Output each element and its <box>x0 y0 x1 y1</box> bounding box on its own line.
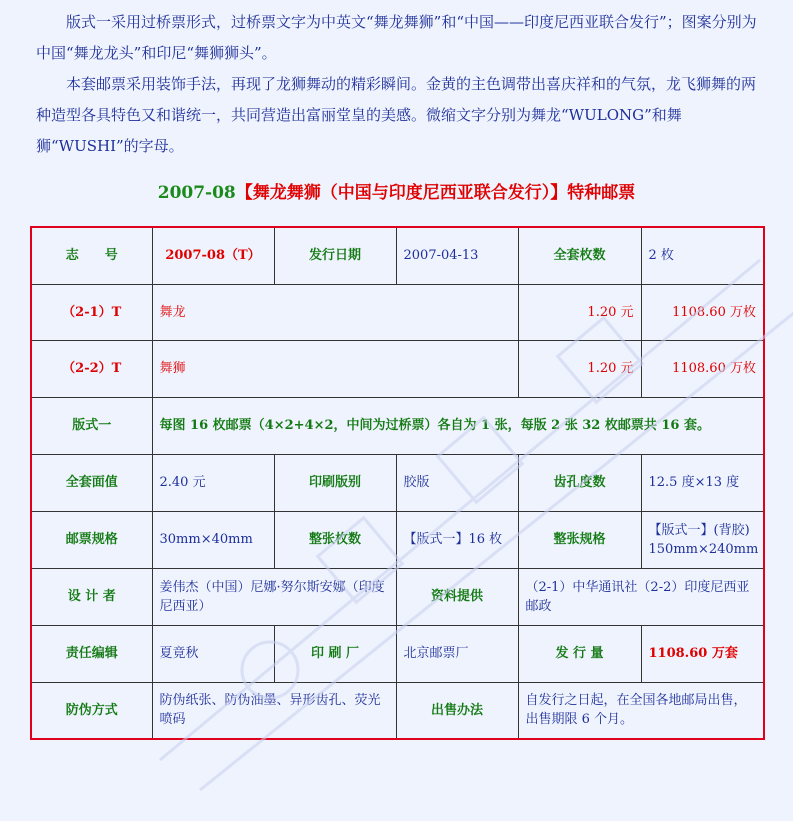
value-stamp-2-1-name: 舞龙 <box>152 284 518 340</box>
table-row <box>31 340 764 397</box>
label-data-source: 资料提供 <box>396 568 518 625</box>
label-sale-method: 出售办法 <box>396 682 518 739</box>
value-issue-date: 2007-04-13 <box>396 227 518 284</box>
label-stamp-size: 邮票规格 <box>31 511 152 568</box>
table-row <box>31 284 764 340</box>
stamp-code: 2007-08 <box>157 183 236 203</box>
value-stamp-2-1-qty: 1108.60 万枚 <box>641 284 764 340</box>
table-row <box>31 454 764 511</box>
value-data-source: （2-1）中华通讯社（2-2）印度尼西亚邮政 <box>518 568 764 625</box>
value-print-method: 胶版 <box>396 454 518 511</box>
value-sheet-size: 【版式一】(背胶) 150mm×240mm <box>641 511 764 568</box>
label-perforation: 齿孔度数 <box>518 454 641 511</box>
stamp-info-table <box>30 226 765 740</box>
stamp-title <box>0 180 793 206</box>
table-row <box>31 682 764 739</box>
label-editor: 责任编辑 <box>31 625 152 682</box>
table-row <box>31 511 764 568</box>
label-sheet-size: 整张规格 <box>518 511 641 568</box>
intro-paragraph-1: 版式一采用过桥票形式，过桥票文字为中英文“舞龙舞狮”和“中国——印度尼西亚联合发行”；图案分别为中国“舞龙龙头”和印尼“舞狮狮头”。 <box>36 13 757 62</box>
value-anti-counterfeit: 防伪纸张、防伪油墨、异形齿孔、荧光喷码 <box>152 682 396 739</box>
table-row <box>31 227 764 284</box>
intro-paragraph-2: 本套邮票采用装饰手法，再现了龙狮舞动的精彩瞬间。金黄的主色调带出喜庆祥和的气氛，龙飞狮舞的两种造型各具特色又和谐统一，共同营造出富丽堂皇的美感。微缩文字分别为舞龙“WULONG”和舞狮“WUSHI”的字母。 <box>36 75 757 155</box>
value-set-count: 2 枚 <box>641 227 764 284</box>
value-sheet-count: 【版式一】16 枚 <box>396 511 518 568</box>
label-sheet-count: 整张枚数 <box>274 511 396 568</box>
label-stamp-2-2: （2-2）T <box>31 340 152 397</box>
value-serial: 2007-08（T） <box>152 227 274 284</box>
label-printer: 印 刷 厂 <box>274 625 396 682</box>
label-stamp-2-1: （2-1）T <box>31 284 152 340</box>
value-stamp-2-2-price: 1.20 元 <box>518 340 641 397</box>
value-perforation: 12.5 度×13 度 <box>641 454 764 511</box>
value-stamp-size: 30mm×40mm <box>152 511 274 568</box>
value-stamp-2-2-name: 舞狮 <box>152 340 518 397</box>
value-stamp-2-2-qty: 1108.60 万枚 <box>641 340 764 397</box>
stamp-name: 【舞龙舞狮（中国与印度尼西亚联合发行）】特种邮票 <box>235 183 636 203</box>
label-issue-volume: 发 行 量 <box>518 625 641 682</box>
label-serial: 志 号 <box>31 227 152 284</box>
value-issue-volume: 1108.60 万套 <box>641 625 764 682</box>
label-designer: 设 计 者 <box>31 568 152 625</box>
table-row <box>31 568 764 625</box>
label-anti-counterfeit: 防伪方式 <box>31 682 152 739</box>
label-issue-date: 发行日期 <box>274 227 396 284</box>
value-face-value: 2.40 元 <box>152 454 274 511</box>
label-print-method: 印刷版别 <box>274 454 396 511</box>
value-editor: 夏竟秋 <box>152 625 274 682</box>
label-format-one: 版式一 <box>31 397 152 454</box>
value-stamp-2-1-price: 1.20 元 <box>518 284 641 340</box>
value-designer: 姜伟杰（中国）尼娜·努尔斯安娜（印度尼西亚） <box>152 568 396 625</box>
table-row <box>31 397 764 454</box>
label-face-value: 全套面值 <box>31 454 152 511</box>
table-row <box>31 625 764 682</box>
value-sale-method: 自发行之日起，在全国各地邮局出售，出售期限 6 个月。 <box>518 682 764 739</box>
value-format-one: 每图 16 枚邮票（4×2+4×2，中间为过桥票）各自为 1 张，每版 2 张 32 枚邮票共 16 套。 <box>152 397 764 454</box>
value-printer: 北京邮票厂 <box>396 625 518 682</box>
label-set-count: 全套枚数 <box>518 227 641 284</box>
